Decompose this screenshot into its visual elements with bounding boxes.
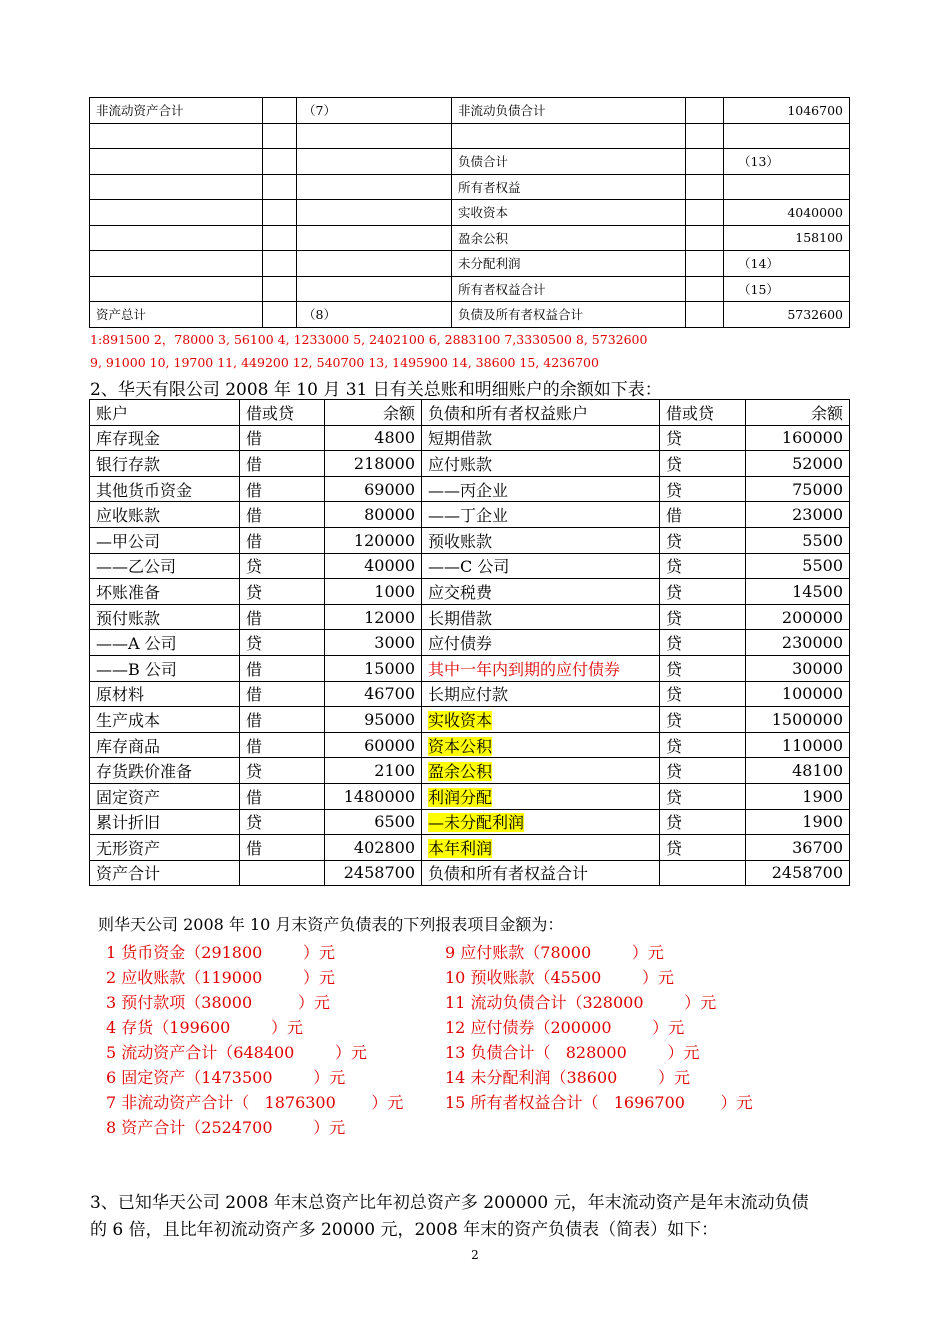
table-row: [90, 655, 850, 681]
table-cell: 23000: [746, 502, 850, 528]
table-cell: 46700: [325, 681, 422, 707]
table-cell: 贷: [660, 809, 746, 835]
table-row: [90, 149, 850, 175]
table-row: [90, 200, 850, 226]
table-cell: 库存现金: [90, 425, 240, 451]
table-cell: 218000: [325, 451, 422, 477]
table-cell: [297, 149, 452, 175]
table-row: [90, 732, 850, 758]
table-cell: 2458700: [325, 860, 422, 886]
table-cell: 2458700: [746, 860, 850, 886]
table-cell: 48100: [746, 758, 850, 784]
table-cell: 应收账款: [90, 502, 240, 528]
table-cell: 4040000: [724, 200, 850, 226]
highlighted-account: 本年利润: [428, 838, 493, 858]
table-cell: 借: [240, 451, 325, 477]
table-cell: 借: [240, 681, 325, 707]
table-cell: [90, 276, 263, 302]
answer-item: 7 非流动资产合计（ 1876300 ）元: [106, 1093, 404, 1112]
table-row: [90, 225, 850, 251]
table-cell: 贷: [660, 579, 746, 605]
answer-item: 2 应收账款（119000 ）元: [106, 968, 336, 987]
table-row: [90, 302, 850, 328]
table-cell: 3000: [325, 630, 422, 656]
table-cell: [90, 225, 263, 251]
table-cell: [90, 200, 263, 226]
table-cell: [240, 860, 325, 886]
table-cell: 5500: [746, 553, 850, 579]
table-cell: 短期借款: [422, 425, 660, 451]
table-cell: [263, 302, 297, 328]
table-cell: ——A 公司: [90, 630, 240, 656]
answer-key-line-2: 9, 91000 10, 19700 11, 449200 12, 540700 13, 1495900 14, 38600 15, 4236700: [90, 355, 599, 370]
table-cell: [263, 200, 297, 226]
table-cell: [422, 835, 660, 861]
table-cell: 余额: [325, 400, 422, 426]
table-cell: 其他货币资金: [90, 476, 240, 502]
table-cell: 200000: [746, 604, 850, 630]
table-cell: 生产成本: [90, 707, 240, 733]
answer-key-line-1: 1:891500 2，78000 3, 56100 4, 1233000 5, 2402100 6, 2883100 7,3330500 8, 5732600: [90, 332, 648, 347]
table-cell: 160000: [746, 425, 850, 451]
table-cell: 贷: [660, 451, 746, 477]
table-cell: 负债和所有者权益账户: [422, 400, 660, 426]
table-cell: 借: [240, 707, 325, 733]
table-cell: 长期借款: [422, 604, 660, 630]
table-cell: 69000: [325, 476, 422, 502]
table-row: [90, 425, 850, 451]
table-cell: [297, 225, 452, 251]
table-cell: [686, 174, 724, 200]
table-cell: ——C 公司: [422, 553, 660, 579]
table-cell: [297, 200, 452, 226]
table-cell: 贷: [660, 655, 746, 681]
table-row: [90, 681, 850, 707]
table-cell: 非流动资产合计: [90, 98, 263, 124]
table-cell: 402800: [325, 835, 422, 861]
table-cell: [422, 783, 660, 809]
table-cell: 借: [660, 502, 746, 528]
table-cell: [263, 149, 297, 175]
table-row: [90, 400, 850, 426]
answer-item: 4 存货（199600 ）元: [106, 1018, 304, 1037]
table-cell: 14500: [746, 579, 850, 605]
table-cell: 累计折旧: [90, 809, 240, 835]
table-row: [90, 451, 850, 477]
table-cell: 负债和所有者权益合计: [422, 860, 660, 886]
page-number: 2: [471, 1248, 479, 1262]
table-cell: ——丁企业: [422, 502, 660, 528]
table-cell: 无形资产: [90, 835, 240, 861]
table-cell: 应交税费: [422, 579, 660, 605]
table-cell: 长期应付款: [422, 681, 660, 707]
table-cell: 借: [240, 655, 325, 681]
table-cell: 120000: [325, 527, 422, 553]
table-cell: [422, 758, 660, 784]
table-cell: 坏账准备: [90, 579, 240, 605]
table-cell: 预收账款: [422, 527, 660, 553]
table-cell: 1900: [746, 809, 850, 835]
table-cell: [686, 225, 724, 251]
table-cell: 负债合计: [452, 149, 686, 175]
table-cell: （8）: [297, 302, 452, 328]
answer-item: 6 固定资产（1473500 ）元: [106, 1068, 346, 1087]
answer-item: 8 资产合计（2524700 ）元: [106, 1118, 346, 1137]
table-row: [90, 835, 850, 861]
table-cell: 借: [240, 425, 325, 451]
table-cell: 盈余公积: [452, 225, 686, 251]
table-cell: 贷: [240, 630, 325, 656]
table-cell: 贷: [240, 553, 325, 579]
table-row: [90, 98, 850, 124]
table-cell: [686, 98, 724, 124]
table-cell: （13）: [724, 149, 850, 175]
table-cell: [686, 276, 724, 302]
answer-item: 3 预付款项（38000 ）元: [106, 993, 330, 1012]
table-row: [90, 604, 850, 630]
table-cell: 贷: [240, 579, 325, 605]
table-cell: 1900: [746, 783, 850, 809]
table-cell: [297, 174, 452, 200]
table-cell: 贷: [660, 681, 746, 707]
table-cell: 应付债券: [422, 630, 660, 656]
table-row: [90, 707, 850, 733]
table-cell: 资产总计: [90, 302, 263, 328]
table-cell: 所有者权益合计: [452, 276, 686, 302]
table-cell: 账户: [90, 400, 240, 426]
table-cell: [263, 225, 297, 251]
table-cell: 负债及所有者权益合计: [452, 302, 686, 328]
table-cell: 15000: [325, 655, 422, 681]
answer-item: 10 预收账款（45500 ）元: [445, 968, 675, 987]
table-row: [90, 276, 850, 302]
balance-sheet-fragment-table: [89, 97, 850, 328]
table-cell: 贷: [660, 707, 746, 733]
table-cell: ——B 公司: [90, 655, 240, 681]
table-row: [90, 579, 850, 605]
table-cell: （7）: [297, 98, 452, 124]
table-cell: 2100: [325, 758, 422, 784]
question-2-intro: 则华天公司 2008 年 10 月末资产负债表的下列报表项目金额为：: [98, 915, 564, 934]
table-cell: 借或贷: [240, 400, 325, 426]
table-row: [90, 123, 850, 149]
table-cell: 1000: [325, 579, 422, 605]
table-cell: [297, 123, 452, 149]
table-cell: [422, 732, 660, 758]
table-row: [90, 809, 850, 835]
answer-item: 15 所有者权益合计（ 1696700 ）元: [445, 1093, 753, 1112]
highlighted-account: 实收资本: [428, 710, 493, 730]
table-row: [90, 758, 850, 784]
account-balance-table: [89, 399, 850, 886]
table-cell: 36700: [746, 835, 850, 861]
table-cell: 实收资本: [452, 200, 686, 226]
table-cell: —甲公司: [90, 527, 240, 553]
table-cell: 贷: [660, 527, 746, 553]
table-cell: 银行存款: [90, 451, 240, 477]
table-cell: 贷: [660, 758, 746, 784]
table-cell: [452, 123, 686, 149]
table-cell: 4800: [325, 425, 422, 451]
question-3-line-1: 3、已知华天公司 2008 年末总资产比年初总资产多 200000 元，年末流动资产是年末流动负债: [90, 1193, 809, 1213]
table-cell: [422, 809, 660, 835]
table-cell: 固定资产: [90, 783, 240, 809]
table-cell: 其中一年内到期的应付债券: [422, 655, 660, 681]
table-cell: [686, 251, 724, 277]
table-cell: 贷: [660, 425, 746, 451]
table-cell: 158100: [724, 225, 850, 251]
highlighted-account: 盈余公积: [428, 762, 493, 782]
table-cell: 借: [240, 502, 325, 528]
table-cell: [686, 149, 724, 175]
table-cell: 资产合计: [90, 860, 240, 886]
table-row: [90, 527, 850, 553]
table-row: [90, 251, 850, 277]
table-row: [90, 553, 850, 579]
table-cell: 6500: [325, 809, 422, 835]
table-cell: 借: [240, 476, 325, 502]
table-cell: 贷: [660, 630, 746, 656]
table-cell: 未分配利润: [452, 251, 686, 277]
table-cell: 100000: [746, 681, 850, 707]
table-cell: 非流动负债合计: [452, 98, 686, 124]
table-cell: 贷: [660, 732, 746, 758]
table-cell: 75000: [746, 476, 850, 502]
table-cell: [263, 251, 297, 277]
table-cell: 5732600: [724, 302, 850, 328]
table-cell: 12000: [325, 604, 422, 630]
table-cell: 原材料: [90, 681, 240, 707]
table-row: [90, 630, 850, 656]
table-row: [90, 476, 850, 502]
table-cell: [724, 123, 850, 149]
table-cell: [660, 860, 746, 886]
table-cell: 95000: [325, 707, 422, 733]
answer-item: 13 负债合计（ 828000 ）元: [445, 1043, 700, 1062]
table-cell: 1046700: [724, 98, 850, 124]
table-cell: 80000: [325, 502, 422, 528]
table-cell: （15）: [724, 276, 850, 302]
answer-item: 9 应付账款（78000 ）元: [445, 943, 664, 962]
answer-item: 1 货币资金（291800 ）元: [106, 943, 336, 962]
table-cell: （14）: [724, 251, 850, 277]
table-cell: [263, 123, 297, 149]
table-row: [90, 783, 850, 809]
table-cell: [90, 251, 263, 277]
table-cell: 贷: [240, 809, 325, 835]
table-cell: 借: [240, 527, 325, 553]
table-cell: 贷: [660, 783, 746, 809]
table-cell: 1500000: [746, 707, 850, 733]
table-cell: 所有者权益: [452, 174, 686, 200]
table-cell: [90, 174, 263, 200]
table-cell: 贷: [660, 553, 746, 579]
table-cell: [263, 174, 297, 200]
highlighted-account: —未分配利润: [428, 813, 525, 833]
table-cell: 贷: [240, 758, 325, 784]
table-cell: 60000: [325, 732, 422, 758]
table-cell: [686, 302, 724, 328]
table-cell: [724, 174, 850, 200]
table-cell: [297, 251, 452, 277]
table-cell: [90, 123, 263, 149]
answer-item: 11 流动负债合计（328000 ）元: [445, 993, 717, 1012]
table-cell: 贷: [660, 835, 746, 861]
table-cell: ——丙企业: [422, 476, 660, 502]
answer-item: 12 应付债券（200000 ）元: [445, 1018, 685, 1037]
table-cell: 库存商品: [90, 732, 240, 758]
table-cell: 借: [240, 783, 325, 809]
table-cell: 借: [240, 604, 325, 630]
table-cell: 30000: [746, 655, 850, 681]
table-cell: 借: [240, 835, 325, 861]
table-cell: [686, 123, 724, 149]
table-cell: 52000: [746, 451, 850, 477]
question-3-line-2: 的 6 倍，且比年初流动资产多 20000 元，2008 年末的资产负债表（简表）如下：: [90, 1220, 719, 1240]
table-cell: 5500: [746, 527, 850, 553]
table-cell: 贷: [660, 476, 746, 502]
table-cell: [422, 707, 660, 733]
question-2-heading: 2、华天有限公司 2008 年 10 月 31 日有关总账和明细账户的余额如下表：: [90, 380, 662, 400]
table-cell: 40000: [325, 553, 422, 579]
table-cell: 余额: [746, 400, 850, 426]
highlighted-account: 利润分配: [428, 787, 493, 807]
table-cell: 借或贷: [660, 400, 746, 426]
table-cell: ——乙公司: [90, 553, 240, 579]
table-row: [90, 860, 850, 886]
table-row: [90, 502, 850, 528]
answer-item: 5 流动资产合计（648400 ）元: [106, 1043, 368, 1062]
highlighted-account: 资本公积: [428, 736, 493, 756]
table-cell: 贷: [660, 604, 746, 630]
answer-item: 14 未分配利润（38600 ）元: [445, 1068, 691, 1087]
table-cell: [90, 149, 263, 175]
table-cell: 应付账款: [422, 451, 660, 477]
table-row: [90, 174, 850, 200]
table-cell: 110000: [746, 732, 850, 758]
table-cell: 230000: [746, 630, 850, 656]
table-cell: 借: [240, 732, 325, 758]
table-cell: 存货跌价准备: [90, 758, 240, 784]
table-cell: 1480000: [325, 783, 422, 809]
table-cell: [263, 98, 297, 124]
table-cell: [263, 276, 297, 302]
table-cell: 预付账款: [90, 604, 240, 630]
table-cell: [686, 200, 724, 226]
table-cell: [297, 276, 452, 302]
